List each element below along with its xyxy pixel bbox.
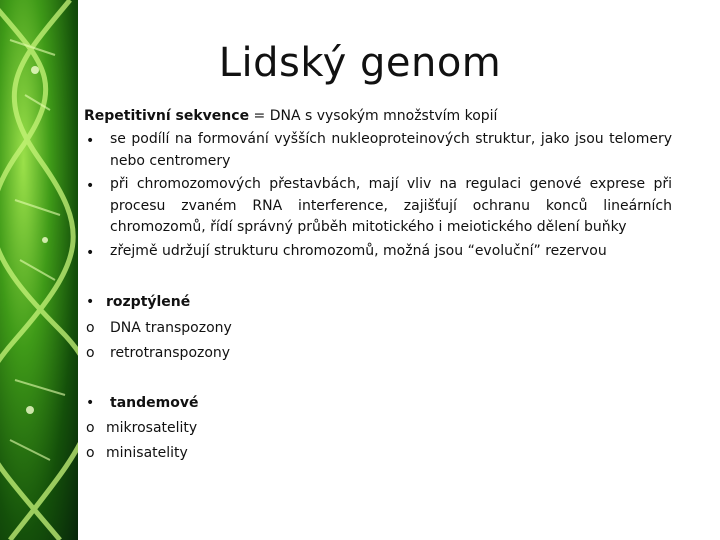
group-item: minisatelity <box>106 445 188 461</box>
sub-marker: o <box>86 445 95 461</box>
slide-title: Lidský genom <box>218 40 502 86</box>
dna-helix-background-image <box>0 0 78 540</box>
group-heading-tandem: tandemové <box>110 395 199 411</box>
group-heading-dispersed: rozptýlené <box>106 294 191 310</box>
bullet-text-1: se podílí na formování vyšších nukleoproteinových struktur, jako jsou telomery nebo centromery <box>110 131 672 169</box>
bullet-text-3: zřejmě udržují strukturu chromozomů, možná jsou “evoluční” rezervou <box>110 243 607 259</box>
intro-definition: = DNA s vysokým množstvím kopií <box>253 108 498 124</box>
sub-marker: o <box>86 345 95 361</box>
bullet-marker: • <box>86 133 95 149</box>
intro-line <box>84 106 497 126</box>
dna-helix-graphic <box>0 0 78 540</box>
group-item: DNA transpozony <box>110 320 232 336</box>
sub-marker: o <box>86 420 95 436</box>
intro-term: Repetitivní sekvence <box>84 108 250 124</box>
bullet-marker: • <box>86 294 95 310</box>
bullet-marker: • <box>86 178 95 194</box>
sub-marker: o <box>86 320 95 336</box>
group-item: mikrosatelity <box>106 420 198 436</box>
bullet-marker: • <box>86 395 95 411</box>
bullet-text-2: při chromozomových přestavbách, mají vliv na regulaci genové exprese při procesu zvaném RNA interference, zajišťují ochranu konců lineárních chromozomů, řídí správný průběh mitotického i meiotického dělení buňky <box>110 176 672 235</box>
bullet-marker: • <box>86 245 95 261</box>
group-item: retrotranspozony <box>110 345 231 361</box>
